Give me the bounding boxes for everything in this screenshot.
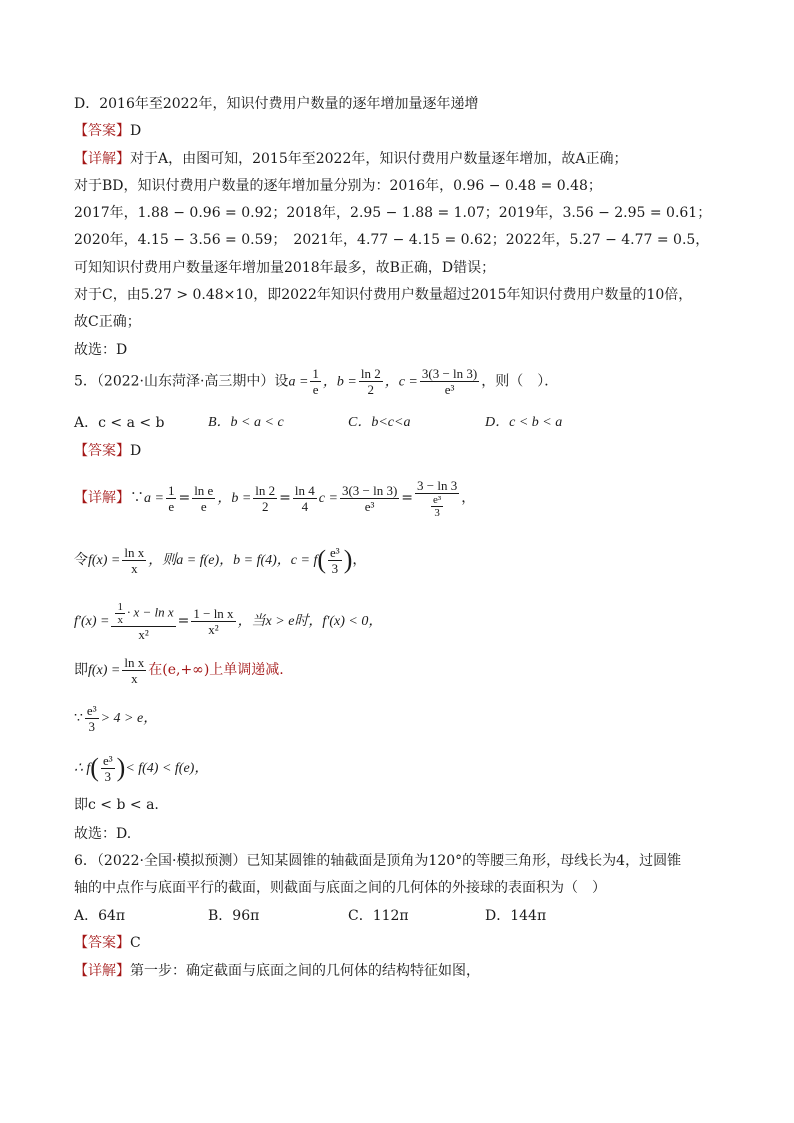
q5-option-a: A．c < a < b: [74, 415, 165, 431]
q4-detail-line-5: 可知知识付费用户数量逐年增加量2018年最多，故B正确，D错误；: [74, 260, 496, 276]
q6-detail-line-1: 【详解】第一步：确定截面与底面之间的几何体的结构特征如图，: [74, 963, 480, 979]
q4-detail-line-7: 故C正确；: [74, 314, 141, 330]
q5-detail-line-2: 令f(x) = $\frac{\text{ln x}}{x}$ ，则a = f(e)，b = f(4)，c = f( $\frac{\text{e³}}{3}$ )，: [74, 544, 367, 576]
q4-answer: [74, 121, 141, 141]
q4-detail-line-3: 2017年，1.88 − 0.96 = 0.92；2018年，2.95 − 1.88 = 1.07；2019年，3.56 − 2.95 = 0.61；: [74, 205, 712, 221]
q4-detail-line-4: 2020年，4.15 − 3.56 = 0.59； 2021年，4.77 − 4.15 = 0.62；2022年，5.27 − 4.77 = 0.5，: [74, 232, 710, 248]
q6-answer: [74, 933, 141, 953]
q5-detail-line-7: 即c < b < a.: [74, 797, 159, 813]
frac-a: $\frac{1}{e}$: [312, 366, 319, 397]
q6-stem-line-2: 轴的中点作与底面平行的截面，则截面与底面之间的几何体的外接球的表面积为（ ）: [74, 880, 606, 896]
q5-detail-line-1: 【详解】∵a = $\frac{1}{e}$ = $\frac{\text{ln e}}{e}$ ，b = $\frac{\ln 2}{2}$ = $\frac{\ln 4}{4}$ c = $\frac{3(3 - \ln 3)}{\text{e³}}$ = $\frac{3 - \ln 3}{\frac{\text{e³}}{3}}$ ，: [74, 477, 476, 519]
q4-choose: 故选：D: [74, 342, 128, 358]
detail-label: 【详解】: [74, 151, 130, 167]
q4-detail-line-2: 对于BD，知识付费用户数量的逐年增加量分别为：2016年，0.96 − 0.48 = 0.48；: [74, 178, 602, 194]
answer-value: D: [130, 443, 142, 459]
q5-option-d: D．c < b < a: [485, 415, 563, 430]
q6-option-b: B．96π: [208, 908, 260, 924]
q6-stem-line-1: 6．（2022·全国·模拟预测）已知某圆锥的轴截面是顶角为120°的等腰三角形，母线长为4，过圆锥: [74, 853, 682, 869]
frac-c: $\frac{3(3 - \ln 3)}{\text{e³}}$: [421, 366, 478, 397]
q5-detail-line-6: ∴ f( $\frac{\text{e³}}{3}$ )< f(4) < f(e)，: [74, 752, 209, 784]
answer-label: 【答案】: [74, 123, 130, 139]
q5-detail-line-5: ∵ $\frac{\text{e³}}{3}$ > 4 > e，: [74, 702, 158, 734]
answer-label: 【答案】: [74, 443, 130, 459]
answer-label: 【答案】: [74, 935, 130, 951]
q5-option-c: C．b<c<a: [348, 415, 411, 430]
answer-value: C: [130, 935, 141, 951]
detail-label: 【详解】: [74, 963, 130, 979]
q5-stem: 5．（2022·山东菏泽·高三期中）设a = $\frac{1}{e}$ ，b = $\frac{\ln 2}{2}$ ，c = $\frac{3(3 - \ln 3)}{\text{e³}}$ ，则（ ）．: [74, 366, 559, 397]
q4-detail-line-6: 对于C，由5.27 > 0.48×10，即2022年知识付费用户数量超过2015年知识付费用户数量的10倍，: [74, 287, 693, 303]
q5-answer: [74, 441, 141, 461]
q4-detail-line-1: 【详解】对于A，由图可知，2015年至2022年，知识付费用户数量逐年增加，故A正确；: [74, 151, 628, 167]
answer-value: D: [130, 123, 142, 139]
q6-option-c: C．112π: [348, 908, 409, 924]
frac-b: $\frac{\ln 2}{2}$: [360, 366, 381, 397]
q5-choose: 故选：D.: [74, 826, 132, 842]
q6-option-a: A．64π: [74, 908, 126, 924]
q5-option-b: B．b < a < c: [208, 415, 284, 430]
q5-detail-line-4: 即f(x) = $\frac{\text{ln x}}{x}$ 在(e,+∞)上单调递减.: [74, 654, 284, 686]
q6-option-d: D．144π: [485, 908, 547, 924]
q5-detail-line-3: f′(x) = $\frac{1}{x}$ · x − ln x x² = $\frac{\text{1 − ln x}}{\text{x²}}$ ，当x > e时，f′(x) < 0，: [74, 600, 383, 642]
q4-option-d: D．2016年至2022年，知识付费用户数量的逐年增加量逐年递增: [74, 96, 479, 112]
